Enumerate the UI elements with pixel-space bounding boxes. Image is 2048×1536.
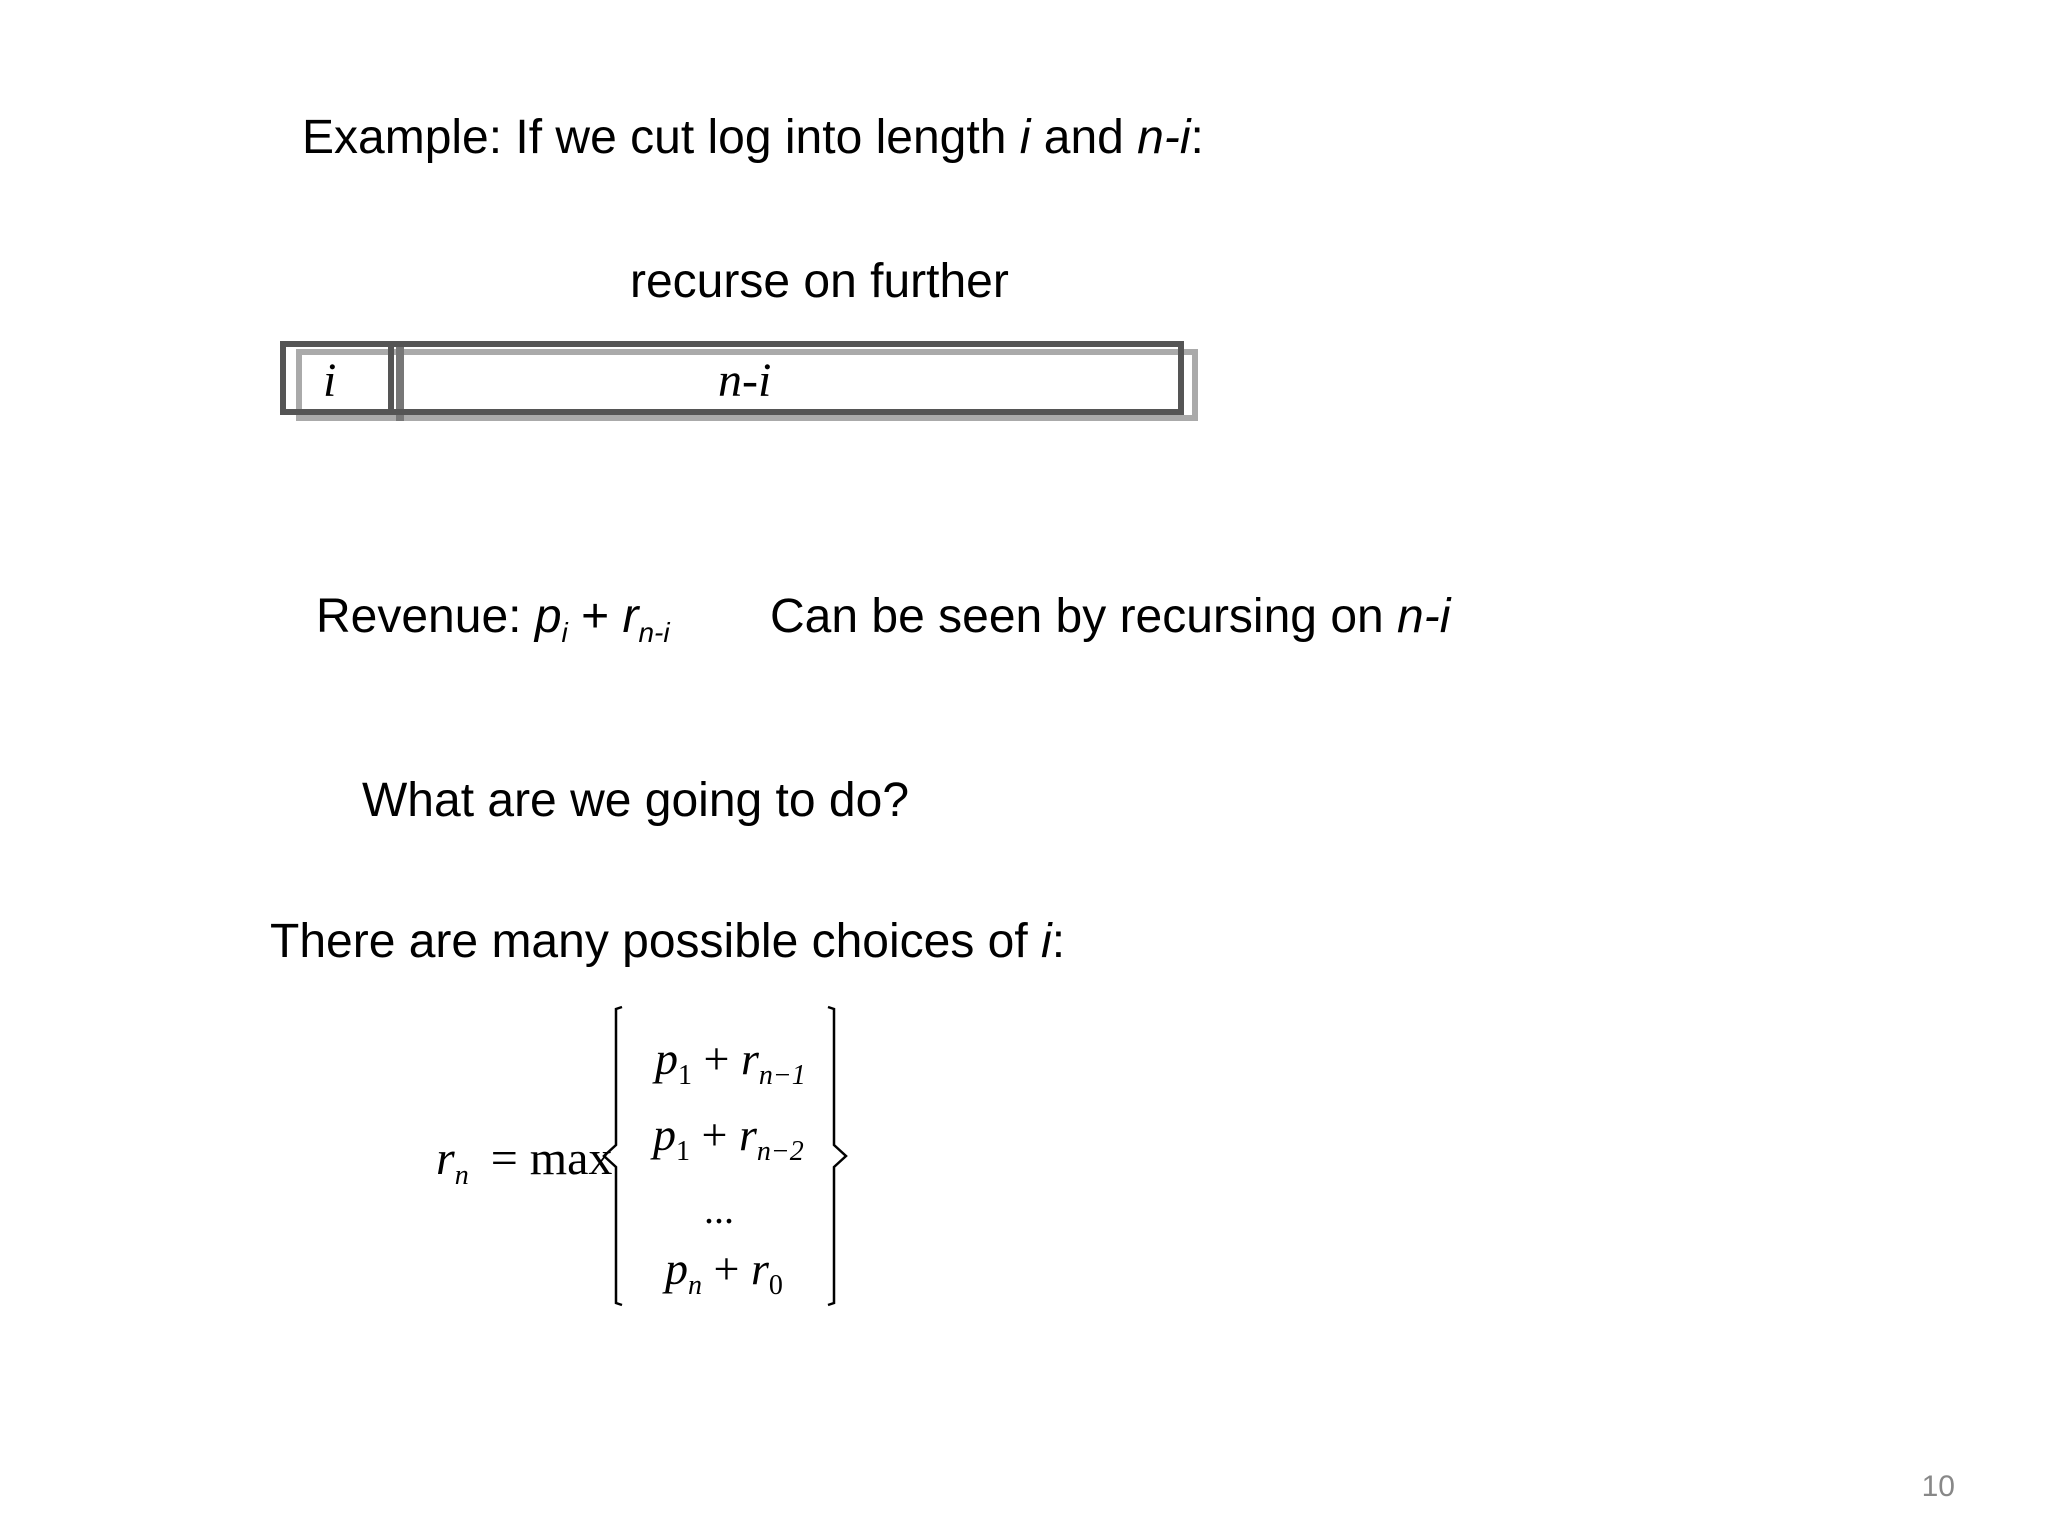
row2-p-sub: 1 <box>676 1136 690 1167</box>
formula-equals-max: = max <box>490 1132 613 1185</box>
row1-p-sub: 1 <box>678 1060 692 1091</box>
revenue-r: r <box>622 590 639 643</box>
example-ni: n-i <box>1137 111 1191 164</box>
page-number: 10 <box>1921 1470 1955 1503</box>
row4-r-sub: 0 <box>768 1270 783 1301</box>
seen-ni: n-i <box>1397 590 1451 643</box>
log-segment-i <box>280 341 394 415</box>
formula-lhs <box>436 1132 613 1191</box>
recursing-text <box>770 590 1451 643</box>
formula-lhs-sub: n <box>454 1160 469 1191</box>
row2-r-sub: n−2 <box>756 1136 804 1167</box>
choices-text <box>270 915 1066 968</box>
question-text: What are we going to do? <box>362 774 910 827</box>
formula-lhs-r: r <box>436 1132 455 1185</box>
log-label-i: i <box>323 354 337 407</box>
right-brace <box>822 1005 852 1307</box>
formula-row-2 <box>653 1109 804 1167</box>
row4-p: p <box>665 1243 688 1294</box>
revenue-p-sub: i <box>561 617 568 648</box>
row2-r: r <box>738 1109 757 1160</box>
row1-r-sub: n−1 <box>758 1060 806 1091</box>
row1-plus: + <box>703 1033 730 1084</box>
choices-colon: : <box>1051 915 1066 968</box>
formula-row-4 <box>665 1243 783 1301</box>
example-prefix: Example: If we cut log into length <box>302 111 1020 164</box>
revenue-plus: + <box>567 590 623 643</box>
left-brace <box>598 1005 628 1307</box>
row4-r: r <box>750 1243 769 1294</box>
example-heading <box>302 111 1204 164</box>
revenue-p: p <box>534 590 562 643</box>
revenue-text <box>316 590 670 648</box>
row1-r: r <box>740 1033 759 1084</box>
example-and: and <box>1030 111 1138 164</box>
row4-p-sub: n <box>688 1270 702 1301</box>
formula-row-1 <box>655 1033 806 1091</box>
row4-plus: + <box>713 1243 740 1294</box>
row2-p: p <box>653 1109 676 1160</box>
choices-i: i <box>1041 915 1052 968</box>
seen-prefix: Can be seen by recursing on <box>770 590 1398 643</box>
revenue-prefix: Revenue: <box>316 590 535 643</box>
example-i: i <box>1019 111 1031 164</box>
row1-p: p <box>655 1033 678 1084</box>
formula-row-dots: ... <box>704 1187 734 1232</box>
row2-plus: + <box>701 1109 728 1160</box>
revenue-r-sub: n-i <box>638 617 670 648</box>
log-label-ni: n-i <box>718 354 772 407</box>
example-colon: : <box>1190 111 1204 164</box>
choices-prefix: There are many possible choices of <box>270 915 1042 968</box>
recurse-label: recurse on further <box>630 255 1009 308</box>
